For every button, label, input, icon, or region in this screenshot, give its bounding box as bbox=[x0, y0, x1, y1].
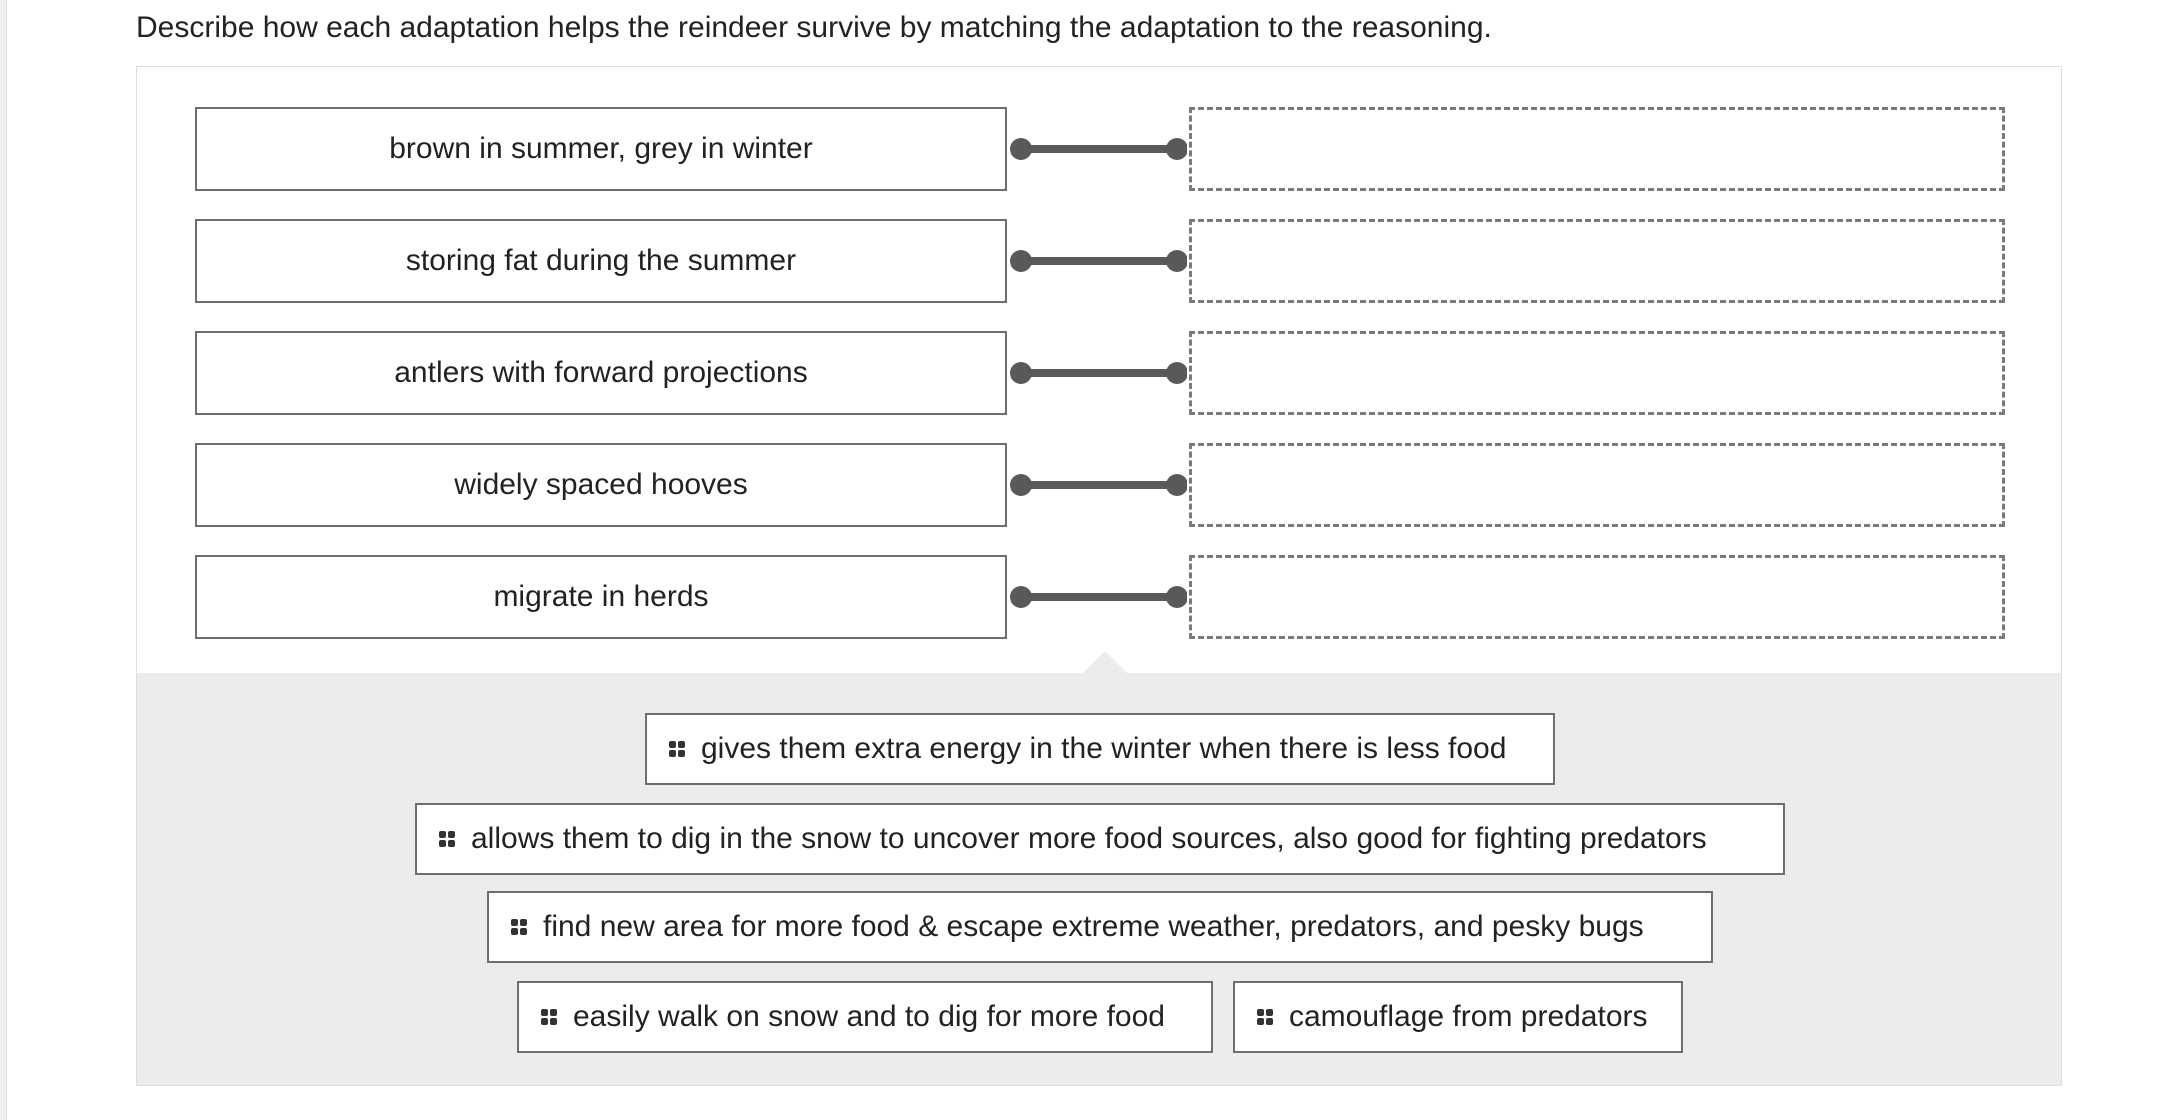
connector-line-icon bbox=[1007, 555, 1187, 639]
choice-chip[interactable] bbox=[487, 891, 1713, 963]
drag-handle-icon bbox=[541, 1009, 557, 1025]
drag-handle-icon bbox=[511, 919, 527, 935]
connector-line-icon bbox=[1007, 219, 1187, 303]
match-row bbox=[195, 443, 2005, 527]
match-row bbox=[195, 107, 2005, 191]
left-scroll-edge bbox=[0, 0, 7, 1120]
drag-handle-icon bbox=[669, 741, 685, 757]
tray-pointer bbox=[1083, 651, 1127, 673]
stem-box: storing fat during the summer bbox=[195, 219, 1007, 303]
choice-label: gives them extra energy in the winter when there is less food bbox=[701, 732, 1507, 765]
choice-chip[interactable] bbox=[645, 713, 1555, 785]
drop-target[interactable] bbox=[1189, 219, 2005, 303]
connector-line-icon bbox=[1007, 331, 1187, 415]
match-row bbox=[195, 219, 2005, 303]
stem-box: brown in summer, grey in winter bbox=[195, 107, 1007, 191]
drop-target[interactable] bbox=[1189, 443, 2005, 527]
connector-line-icon bbox=[1007, 107, 1187, 191]
choice-label: find new area for more food & escape extreme weather, predators, and pesky bugs bbox=[543, 910, 1644, 943]
matching-question bbox=[136, 66, 2062, 1086]
drag-handle-icon bbox=[439, 831, 455, 847]
choice-label: easily walk on snow and to dig for more food bbox=[573, 1000, 1165, 1033]
match-area bbox=[137, 67, 2061, 673]
choice-chip[interactable] bbox=[517, 981, 1213, 1053]
stem-box: widely spaced hooves bbox=[195, 443, 1007, 527]
choice-label: allows them to dig in the snow to uncover more food sources, also good for fighting predators bbox=[471, 822, 1707, 855]
choice-tray bbox=[137, 673, 2061, 1085]
question-prompt: Describe how each adaptation helps the reindeer survive by matching the adaptation to the reasoning. bbox=[136, 11, 1492, 44]
connector-line-icon bbox=[1007, 443, 1187, 527]
stem-box: antlers with forward projections bbox=[195, 331, 1007, 415]
drop-target[interactable] bbox=[1189, 107, 2005, 191]
choice-chip[interactable] bbox=[415, 803, 1785, 875]
choice-label: camouflage from predators bbox=[1289, 1000, 1648, 1033]
drop-target[interactable] bbox=[1189, 555, 2005, 639]
match-row bbox=[195, 331, 2005, 415]
drop-target[interactable] bbox=[1189, 331, 2005, 415]
drag-handle-icon bbox=[1257, 1009, 1273, 1025]
choice-chip[interactable] bbox=[1233, 981, 1683, 1053]
match-row bbox=[195, 555, 2005, 639]
stem-box: migrate in herds bbox=[195, 555, 1007, 639]
